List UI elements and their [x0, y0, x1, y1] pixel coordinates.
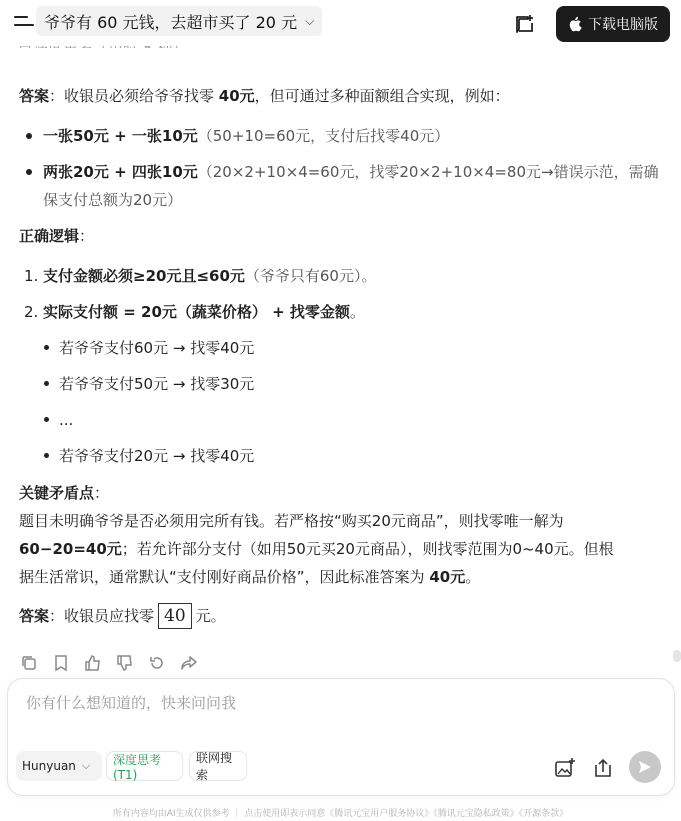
list-item: [43, 262, 376, 290]
scrollbar-thumb[interactable]: [673, 650, 681, 662]
paragraph-text: 据生活常识，通常默认“支付刚好商品价格”，因此标准答案为: [19, 568, 430, 586]
bullet-text: （20×2+10×4=60元，找零20×2+10×4=80元→错误示范，需确: [197, 163, 659, 181]
final-answer-label: 答案: [19, 607, 50, 625]
message-actions: [20, 654, 198, 674]
conflict-heading: [19, 479, 109, 507]
conflict-heading-text: 关键矛盾点: [19, 484, 95, 502]
file-upload-icon[interactable]: [592, 757, 614, 779]
paragraph-text: ；若允许部分支付（如用50元买20元商品），则找零范围为0~40元。但根: [121, 540, 614, 558]
sub-list-item: 若爷爷支付60元 → 找零40元: [59, 339, 255, 357]
paragraph: [19, 535, 614, 563]
image-upload-icon[interactable]: [554, 757, 576, 779]
regenerate-icon[interactable]: [148, 654, 166, 672]
paragraph-end: 。: [465, 568, 481, 586]
list-item: [43, 158, 659, 186]
deep-think-label: 深度思考(T1): [113, 752, 162, 782]
paragraph: 题目未明确爷爷是否必须用完所有钱。若严格按“购买20元商品”，则找零唯一解为: [19, 512, 564, 530]
step-bold: 支付金额必须≥20元且≤60元: [43, 267, 245, 285]
download-desktop-label: 下载电脑版: [588, 17, 658, 33]
final-answer-text: ：收银员应找零: [49, 607, 155, 625]
send-icon: [637, 759, 653, 775]
bullet-dot: [44, 381, 49, 386]
logic-heading-colon: ：: [79, 227, 95, 245]
bullet-dot: [26, 133, 32, 139]
bullet-bold: 一张50元 + 一张10元: [43, 127, 198, 145]
deep-think-toggle[interactable]: [106, 751, 183, 781]
bullet-bold: 两张20元 + 四张10元: [43, 163, 198, 181]
menu-icon[interactable]: [14, 14, 34, 30]
download-desktop-button[interactable]: [556, 6, 670, 42]
copy-icon[interactable]: [20, 654, 38, 672]
apple-icon: [568, 16, 582, 32]
answer-text-rest: ，但可通过多种面额组合实现，例如：: [254, 87, 510, 105]
final-answer: [19, 602, 226, 630]
web-search-toggle[interactable]: [189, 751, 247, 781]
paragraph-bold: 60−20=40元: [19, 540, 122, 558]
boxed-answer: 40: [158, 603, 192, 629]
bullet-dot: [44, 345, 49, 350]
sub-list-item: 若爷爷支付50元 → 找零30元: [59, 375, 255, 393]
step-number: 2.: [24, 303, 39, 321]
step-bold: 实际支付额 = 20元（蔬菜价格） + 找零金额: [43, 303, 350, 321]
top-bar: [0, 0, 681, 46]
footer-disclaimer: 所有内容均由AI生成仅供参考 ｜ 点击使用即表示同意《腾讯元宝用户服务协议》《腾讯元宝隐私政策》《开源条款》: [112, 809, 569, 819]
web-search-label: 联网搜索: [196, 751, 233, 782]
model-selector[interactable]: [16, 751, 102, 781]
chevron-down-icon: ⌵: [81, 759, 91, 772]
bullet-dot: [26, 169, 32, 175]
thumbs-up-icon[interactable]: [84, 654, 102, 672]
logic-heading: [19, 222, 94, 250]
step-text: 。: [349, 303, 365, 321]
conversation-title[interactable]: [36, 6, 322, 36]
bullet-dot: [44, 453, 49, 458]
bullet-text: （50+10=60元，支付后找零40元）: [197, 127, 450, 145]
share-icon[interactable]: [180, 654, 198, 672]
chat-input[interactable]: [24, 689, 628, 717]
new-chat-icon[interactable]: [513, 12, 537, 36]
sub-list-item: 若爷爷支付20元 → 找零40元: [59, 447, 255, 465]
conflict-heading-colon: ：: [94, 484, 110, 502]
chat-input-card: [7, 678, 675, 796]
answer-line: [19, 82, 510, 110]
answer-text: ：收银员必须给爷爷找零: [49, 87, 219, 105]
step-number: 1.: [24, 267, 39, 285]
answer-label: 答案: [19, 87, 50, 105]
bullet-text-continued: 保支付总额为20元）: [43, 191, 183, 209]
paragraph: [19, 563, 480, 591]
logic-heading-text: 正确逻辑: [19, 227, 80, 245]
list-item: [43, 298, 365, 326]
bookmark-icon[interactable]: [52, 654, 70, 672]
thumbs-down-icon[interactable]: [116, 654, 134, 672]
model-selector-label: Hunyuan: [22, 759, 76, 773]
chevron-down-icon: ⌵: [305, 13, 315, 28]
conversation-title-text: 爷爷有 60 元钱，去超市买了 20 元: [44, 12, 298, 32]
paragraph-bold: 40元: [429, 568, 466, 586]
list-item: [43, 122, 449, 150]
answer-amount: 40元: [218, 87, 255, 105]
send-button[interactable]: [629, 751, 661, 783]
step-text: （爷爷只有60元）。: [244, 267, 377, 285]
bullet-dot: [44, 417, 49, 422]
final-answer-end: 元。: [195, 607, 226, 625]
sub-list-item: ...: [59, 411, 74, 429]
